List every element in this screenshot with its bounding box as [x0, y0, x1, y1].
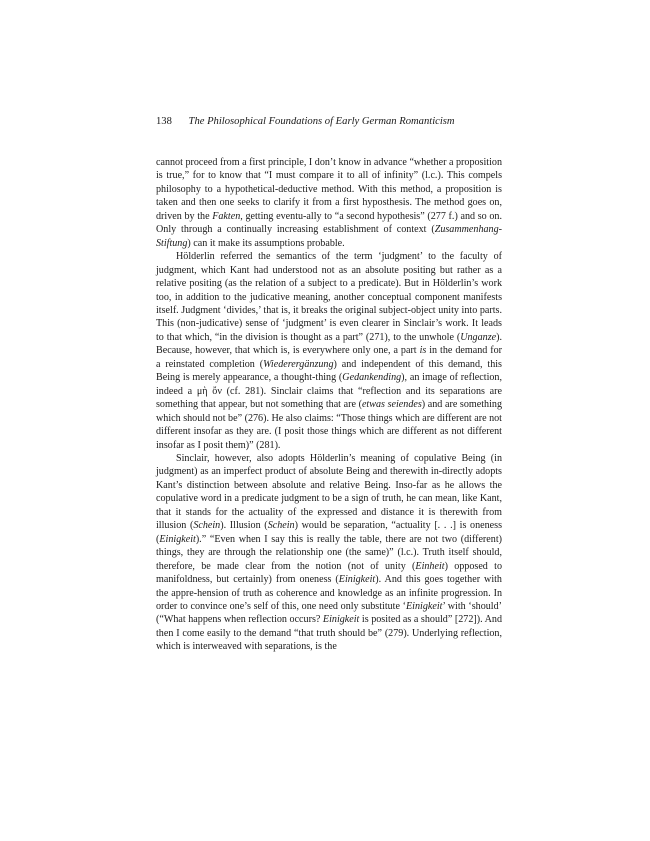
- text-run: cannot proceed from a first principle, I don’t know in advance “whether a proposition is true,” for to know that “I must compare it to all of infinity” (l.c.). This compels philosophy to a hypothetical-deductive method. With this method, a proposition is taken and then one seeks to clarify it from a first hyposthesis. The method goes on, driven by the: [156, 157, 502, 222]
- paragraph: [156, 452, 502, 654]
- text-run: ) and independent of this demand, this Being is merely appearance, a thought-thing (: [156, 358, 502, 384]
- text-run: ). Because, however, that which is, is everywhere only one, a part: [156, 331, 502, 357]
- italic-text: Wiederergänzung: [263, 358, 334, 370]
- body-text: [156, 156, 502, 654]
- text-run: ).” “Even when I say this is really the table, there are not two (different) things, they are through the relationship one (the same)” (l.c.). Truth itself should, therefore, be made clear from the notion (not of unity (: [156, 533, 502, 572]
- italic-text: Einigkeit: [338, 574, 376, 586]
- italic-text: etwas seiendes: [361, 399, 422, 411]
- italic-text: Einigkeit: [159, 533, 196, 545]
- text-run: ’ with ‘should’ (“What happens when reflection occurs?: [156, 600, 502, 626]
- text-run: ) opposed to manifoldness, but certainly) from oneness (: [156, 560, 503, 586]
- text-run: in the demand for a reinstated completion (: [156, 345, 503, 370]
- italic-text: Fakten: [212, 210, 241, 222]
- italic-text: Schein: [193, 520, 221, 532]
- page-number: 138: [156, 116, 172, 127]
- italic-text: Einigkeit: [406, 600, 443, 612]
- text-run: is posited as a should” [272]). And then I come easily to the demand “that truth should be” (279). Underlying reflection, which is interweaved with separations, is the: [156, 614, 503, 653]
- text-run: ), an image of reflection, indeed a μὴ ὄν (cf. 281). Sinclair claims that “reflection and its separations are something that appear, but not something that are (: [156, 372, 502, 411]
- italic-text: Einheit: [415, 560, 445, 572]
- text-run: Sinclair, however, also adopts Hölderlin’s meaning of copulative Being (in judgment) as an imperfect product of absolute Being and therewith in-directly adopts Kant’s distinction between absolute and relative Being. Inso-far as he allows the copulative word in a predicate judgment to be a sign of truth, he can mean, like Kant, that it stands for the actuality of the expressed and distance it is therewith from illusion (: [156, 452, 502, 532]
- running-head: [156, 116, 502, 127]
- text-run: , getting eventu-ally to “a second hypothesis” (277 f.) and so on. Only through a continually increasing establishment of context (: [156, 210, 502, 236]
- italic-text: Einigkeit: [322, 614, 360, 626]
- text-run: ) would be separation, “actuality [. . .] is oneness (: [156, 520, 503, 545]
- running-title: The Philosophical Foundations of Early German Romanticism: [188, 116, 455, 127]
- text-run: ) can it make its assumptions probable.: [187, 237, 345, 249]
- text-run: ). Illusion (: [220, 520, 268, 532]
- italic-text: Gedankending: [342, 372, 402, 384]
- text-run: ). And this goes together with the appre-hension of truth as coherence and knowledge as an infinite progression. In order to convince one’s self of this, one need only substitute ‘: [156, 574, 502, 612]
- text-run: ) and are something which should not be” (276). He also claims: “Those things which are different are not different insofar as they are. (I posit those things which are different as not different insofar as I posit them)” (281).: [156, 399, 502, 451]
- italic-text: Zusammenhang-Stiftung: [156, 224, 502, 249]
- italic-text: Unganze: [460, 331, 497, 343]
- paragraph: [156, 156, 502, 250]
- italic-text: is: [419, 345, 427, 357]
- paragraph: [156, 250, 502, 452]
- italic-text: Schein: [267, 520, 295, 532]
- text-run: Hölderlin referred the semantics of the term ‘judgment’ to the faculty of judgment, which Kant had understood not as an absolute positing but rather as a relative positing (as the relation of a subject to a predicate). But in Hölderlin’s work too, in addition to the judicative meaning, another conceptual component manifests itself. Judgment ‘divides,’ that is, it breaks the original subject-object unity into parts. This (non-judicative) sense of ‘judgment’ is even clearer in Sinclair’s work. It leads to that which, “in the division is thought as a part” (271), to the unwhole (: [156, 251, 502, 343]
